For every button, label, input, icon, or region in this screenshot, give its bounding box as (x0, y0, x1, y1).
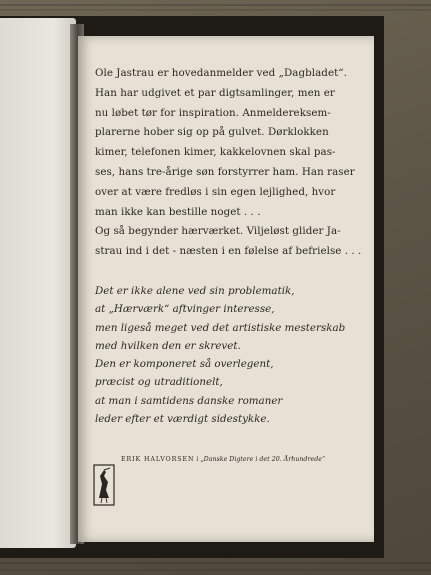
logo-bird (99, 470, 109, 498)
blurb-line: strau ind i det - næsten i en følelse af befrielse . . . (95, 245, 362, 258)
wood-grain (0, 9, 431, 11)
critic-name: ERIK HALVORSEN (121, 456, 195, 463)
heron-logo-icon (93, 464, 115, 506)
quote-source: i „Danske Digtere i det 20. Århundrede“ (196, 456, 326, 463)
quote-line: at man i samtidens danske romaner (95, 394, 283, 407)
blurb-line: nu løbet tør for inspiration. Anmeldereksem- (95, 106, 331, 119)
review-quote (95, 282, 357, 428)
wood-grain (0, 4, 431, 6)
blurb-line: Han har udgivet et par digtsamlinger, men er (95, 86, 335, 99)
quote-line: Den er komponeret så overlegent, (95, 358, 274, 371)
quote-attribution (121, 456, 361, 463)
blurb-line: ses, hans tre-årige søn forstyrrer ham. Han raser (95, 165, 355, 178)
wood-grain (0, 562, 431, 564)
quote-line: at „Hærværk“ aftvinger interesse, (95, 303, 275, 316)
wood-grain (0, 569, 431, 571)
front-cover-inside (0, 18, 76, 548)
quote-line: Det er ikke alene ved sin problematik, (95, 285, 295, 297)
blurb-line: Ole Jastrau er hovedanmelder ved „Dagbladet“. (95, 67, 347, 79)
book-blurb (95, 64, 362, 262)
quote-line: præcist og utraditionelt, (95, 376, 223, 389)
blurb-line: over at være fredløs i sin egen lejlighed, hvor (95, 185, 336, 198)
quote-line: men ligeså meget ved det artistiske mesterskab (95, 321, 346, 334)
blurb-line: plarerne hober sig op på gulvet. Dørklokken (95, 126, 329, 139)
blurb-line: Og så begynder hærværket. Viljeløst glider Ja- (95, 225, 341, 238)
blurb-line: kimer, telefonen kimer, kakkelovnen skal pas- (95, 146, 336, 159)
logo-beak (104, 468, 110, 470)
logo-legs (101, 498, 107, 503)
blurb-line: man ikke kan bestille noget . . . (95, 205, 261, 218)
quote-line: med hvilken den er skrevet. (95, 339, 241, 352)
quote-line: leder efter et værdigt sidestykke. (95, 413, 270, 426)
